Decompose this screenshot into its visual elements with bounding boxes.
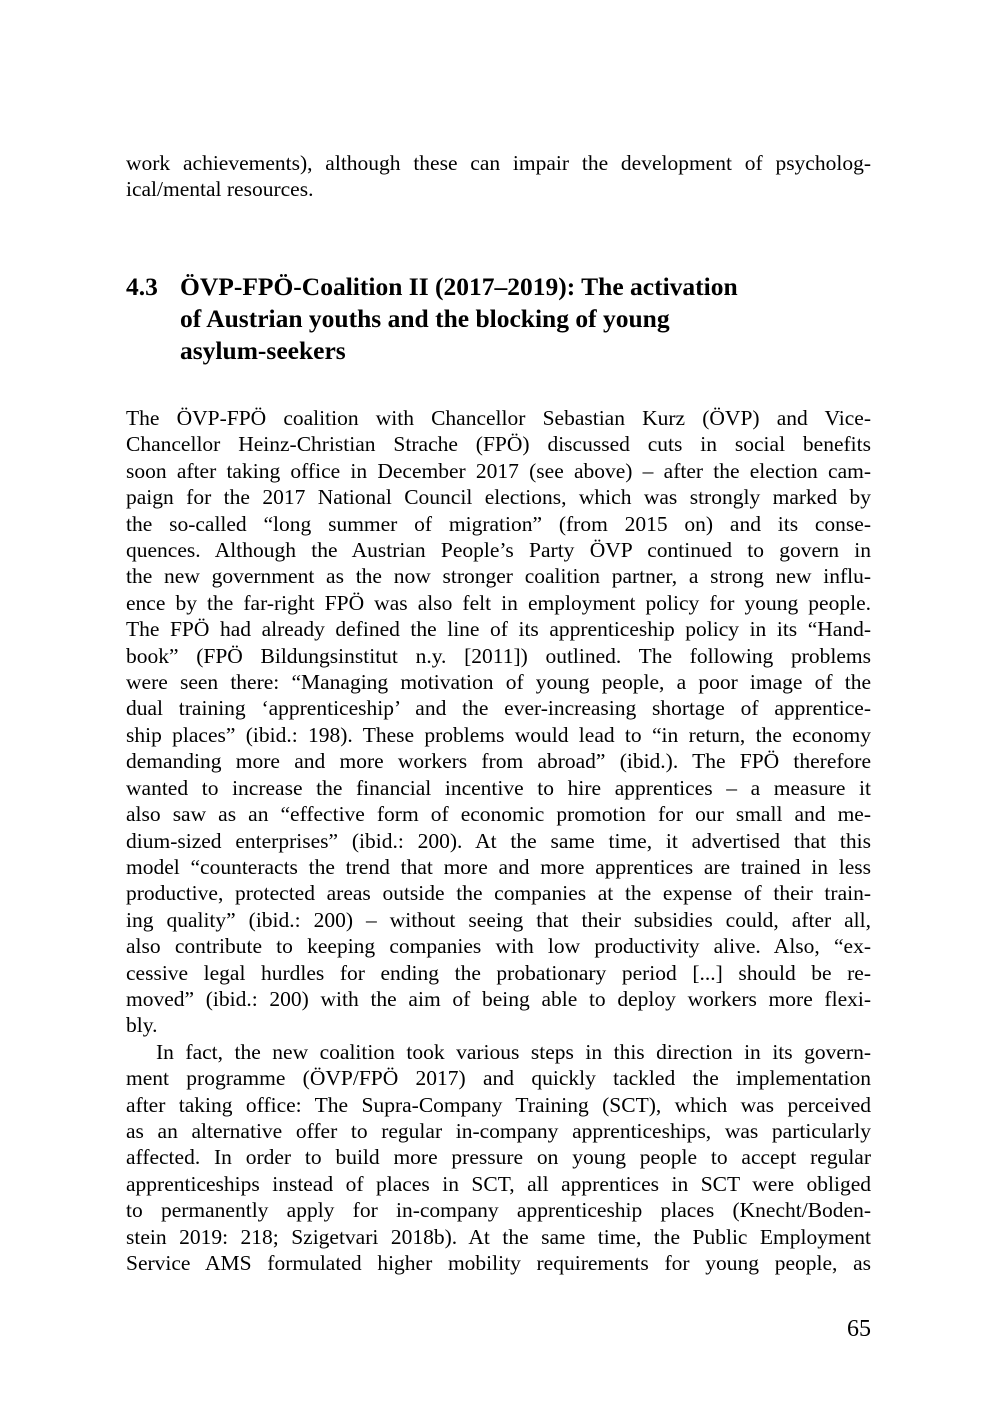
body-line: The FPÖ had already defined the line of its apprenticeship policy in its “Hand- xyxy=(126,617,871,642)
section-number: 4.3 xyxy=(126,272,158,301)
body-line: ship places” (ibid.: 198). These problems would lead to “in return, the economy xyxy=(126,722,871,747)
body-line: the new government as the now stronger coalition partner, a strong new influ- xyxy=(126,564,871,589)
page-number: 65 xyxy=(847,1316,871,1342)
body-line: moved” (ibid.: 200) with the aim of being able to deploy workers more flexi- xyxy=(126,986,871,1011)
body-line: Chancellor Heinz-Christian Strache (FPÖ) discussed cuts in social benefits xyxy=(126,432,871,457)
body-line: dium-sized enterprises” (ibid.: 200). At the same time, it advertised that this xyxy=(126,828,871,853)
body-line: the so-called “long summer of migration” (from 2015 on) and its conse- xyxy=(126,511,871,536)
body-line: book” (FPÖ Bildungsinstitut n.y. [2011]) outlined. The following problems xyxy=(126,643,871,668)
body-line: apprenticeships instead of places in SCT, all apprentices in SCT were obliged xyxy=(126,1171,871,1196)
body-line: demanding more and more workers from abroad” (ibid.). The FPÖ therefore xyxy=(126,749,871,774)
fragment-line: ical/mental resources. xyxy=(126,177,314,202)
body-line: quences. Although the Austrian People’s Party ÖVP continued to govern in xyxy=(126,538,871,563)
body-line: after taking office: The Supra-Company Training (SCT), which was perceived xyxy=(126,1092,871,1117)
body-line: ing quality” (ibid.: 200) – without seeing that their subsidies could, after all, xyxy=(126,907,871,932)
section-heading xyxy=(126,271,871,367)
body-line: also contribute to keeping companies with low productivity alive. Also, “ex- xyxy=(126,934,871,959)
body-line: ence by the far-right FPÖ was also felt in employment policy for young people. xyxy=(126,590,871,615)
body-line: affected. In order to build more pressure on young people to accept regular xyxy=(126,1145,871,1170)
body-line: cessive legal hurdles for ending the probationary period [...] should be re- xyxy=(126,960,871,985)
section-title-line: asylum-seekers xyxy=(180,336,346,365)
section-title-line: of Austrian youths and the blocking of young xyxy=(180,304,670,333)
body-line: The ÖVP-FPÖ coalition with Chancellor Sebastian Kurz (ÖVP) and Vice- xyxy=(126,406,871,430)
body-line: bly. xyxy=(126,1013,158,1038)
body-line: paign for the 2017 National Council elections, which was strongly marked by xyxy=(126,485,871,510)
body-line: were seen there: “Managing motivation of young people, a poor image of the xyxy=(126,670,871,695)
body-line: Service AMS formulated higher mobility requirements for young people, as xyxy=(126,1251,871,1275)
body-line: soon after taking office in December 2017 (see above) – after the election cam- xyxy=(126,458,871,483)
body-line: dual training ‘apprenticeship’ and the ever-increasing shortage of apprentice- xyxy=(126,696,871,721)
body-line: wanted to increase the financial incentive to hire apprentices – a measure it xyxy=(126,775,871,800)
paragraph-fragment xyxy=(126,150,871,203)
section-title-line: ÖVP-FPÖ-Coalition II (2017–2019): The activation xyxy=(180,272,738,301)
body-line: productive, protected areas outside the companies at the expense of their train- xyxy=(126,881,871,906)
fragment-line: work achievements), although these can impair the development of psycholog- xyxy=(126,151,871,175)
body-line: also saw as an “effective form of economic promotion for our small and me- xyxy=(126,802,871,827)
body-line: ment programme (ÖVP/FPÖ 2017) and quickly tackled the implementation xyxy=(126,1066,871,1091)
body-line: as an alternative offer to regular in-company apprenticeships, was particularly xyxy=(126,1118,871,1143)
body-line: model “counteracts the trend that more and more apprentices are trained in less xyxy=(126,854,871,879)
body-paragraph-2 xyxy=(126,1039,871,1277)
section-title xyxy=(180,271,871,367)
body-paragraph-1 xyxy=(126,405,871,1039)
body-line: stein 2019: 218; Szigetvari 2018b). At the same time, the Public Employment xyxy=(126,1224,871,1249)
body-text xyxy=(126,405,871,1276)
body-line: In fact, the new coalition took various steps in this direction in its govern- xyxy=(156,1039,871,1064)
body-line: to permanently apply for in-company apprenticeship places (Knecht/Boden- xyxy=(126,1198,871,1223)
